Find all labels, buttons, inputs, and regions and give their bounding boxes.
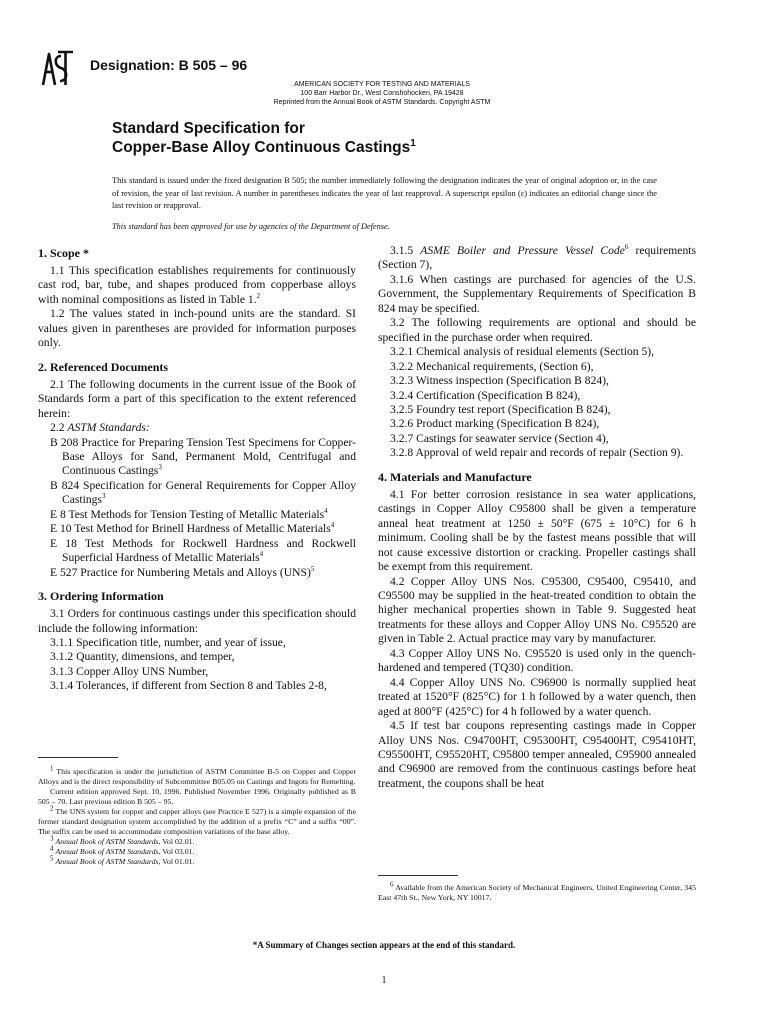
fn2-mark: 2: [50, 804, 54, 813]
title-line-2: Copper-Base Alloy Continuous Castings: [112, 139, 411, 156]
sup-6: 6: [624, 243, 629, 252]
para-3-2-5: 3.2.5 Foundry test report (Specification B 824),: [390, 402, 611, 416]
title-line-1: Standard Specification for: [112, 120, 305, 137]
para-3-1-3: 3.1.3 Copper Alloy UNS Number,: [50, 664, 209, 678]
para-4-3: 4.3 Copper Alloy UNS No. C95520 is used only in the quench-hardened and tempered (TQ30) condition.: [378, 646, 696, 675]
para-2-1: 2.1 The following documents in the current issue of the Book of Standards form a part of this specification to the extent referenced herein:: [38, 377, 356, 420]
astm-logo: [40, 48, 76, 88]
dod-note: This standard has been approved for use by agencies of the Department of Defense.: [112, 221, 390, 231]
left-column: [38, 246, 356, 694]
para-3-2-3: 3.2.3 Witness inspection (Specification B 824),: [390, 374, 609, 388]
para-3-2-2: 3.2.2 Mechanical requirements, (Section 6),: [390, 359, 594, 373]
reference-e10: E 10 Test Method for Brinell Hardness of Metallic Materials: [50, 522, 331, 536]
para-4-2: 4.2 Copper Alloy UNS Nos. C95300, C95400, C95410, and C95500 may be supplied in the heat-treated condition to obtain the higher mechanical properties shown in Table 9. Suggested heat treatments for these alloys and Copper Alloy UNS No. C95520 are given in Table 2. Actual practice may vary by manufacturer.: [378, 574, 696, 646]
sup-3b: 3: [101, 492, 106, 501]
footnote-3-vol: , Vol 02.01.: [158, 837, 195, 846]
fn4-mark: 4: [50, 844, 54, 853]
document-title: [112, 119, 416, 157]
intro-block: [112, 175, 657, 241]
section-2-heading: 2. Referenced Documents: [38, 359, 169, 374]
asme-code-title: ASME Boiler and Pressure Vessel Code: [420, 244, 625, 257]
designation: Designation: B 505 – 96: [90, 57, 248, 73]
sup-4c: 4: [259, 550, 264, 559]
para-4-4: 4.4 Copper Alloy UNS No. C96900 is normally supplied heat treated at 1520°F (825°C) for 1 h followed by a water quench, then aged at 800°F (425°C) for 4 h followed by a water quench.: [378, 675, 696, 718]
issued-note: This standard is issued under the fixed designation B 505; the number immediately following the designation indicates the year of original adoption or, in the case of revision, the year of last revision. A number in parentheses indicates the year of last reapproval. A superscript epsilon (ε) indicates an editorial change since the last revision or reapproval.: [112, 176, 657, 210]
society-address: 100 Barr Harbor Dr., West Conshohocken, PA 19428: [300, 90, 464, 97]
para-4-1: 4.1 For better corrosion resistance in sea water applications, castings in Copper Alloy C95800 shall be given a temperature anneal heat treatment at 1250 ± 50°F (675 ± 10°C) for 6 h minimum. Cooling shall be by the fastest means possible that will not cause excessive distortion or cracking. Propeller castings shall be exempt from this requirement.: [378, 487, 696, 574]
footnote-2: The UNS system for copper and copper alloys (see Practice E 527) is a simple expansion of the former standard designation system accomplished by the addition of a prefix “C” and a suffix “00”. The suffix can be used to accommodate composition variations of the base alloy.: [38, 807, 357, 836]
footnote-4-vol: , Vol 03.01.: [158, 847, 195, 856]
society-block: [200, 80, 564, 107]
para-3-2-7: 3.2.7 Castings for seawater service (Section 4),: [390, 431, 609, 445]
page-number: 1: [381, 975, 387, 986]
footnote-6: Available from the American Society of Mechanical Engineers, United Engineering Center, 345 East 47th St., New York, NY 10017.: [378, 883, 696, 902]
section-1-heading: 1. Scope *: [38, 246, 89, 260]
para-3-2-4: 3.2.4 Certification (Specification B 824),: [390, 388, 581, 402]
para-3-2: 3.2 The following requirements are optional and should be specified in the purchase order when required.: [378, 316, 696, 344]
footnote-5-vol: , Vol 01.01.: [158, 857, 195, 866]
sup-5: 5: [310, 564, 315, 573]
footnote-4-title: Annual Book of ASTM Standards: [55, 847, 159, 856]
para-3-1-6: 3.1.6 When castings are purchased for agencies of the U.S. Government, the Supplementary Requirements of Specification B 824 may be specified.: [378, 272, 696, 315]
footnote-5-title: Annual Book of ASTM Standards: [55, 857, 159, 866]
footnote-rule-left: [38, 757, 118, 758]
reference-e18: E 18 Test Methods for Rockwell Hardness and Rockwell Superficial Hardness of Metallic Materials: [50, 536, 356, 565]
summary-note: *A Summary of Changes section appears at the end of this standard.: [252, 940, 516, 950]
reference-e527: E 527 Practice for Numbering Metals and Alloys (UNS): [50, 565, 311, 579]
sup-2: 2: [256, 292, 261, 301]
fn3-mark: 3: [50, 834, 54, 843]
para-3-2-1: 3.2.1 Chemical analysis of residual elements (Section 5),: [390, 345, 655, 359]
section-3-heading: 3. Ordering Information: [38, 589, 164, 604]
reprint-note: Reprinted from the Annual Book of ASTM Standards. Copyright ASTM: [273, 99, 491, 106]
para-2-2-num: 2.2: [50, 421, 65, 435]
para-4-5: 4.5 If test bar coupons representing castings made in Copper Alloy UNS Nos. C94700HT, C95300HT, C95400HT, C95410HT, C95500HT, C95520HT, C95800 temper annealed, C95900 annealed and C96900 are removed from the continuous castings before heat treatment, the coupons shall be heat: [378, 719, 696, 790]
para-1-2: 1.2 The values stated in inch-pound units are the standard. SI values given in parentheses are provided for information purposes only.: [38, 307, 356, 350]
sup-4a: 4: [324, 506, 328, 515]
para-3-1: 3.1 Orders for continuous castings under this specification should include the following information:: [38, 607, 356, 635]
para-3-1-4: 3.1.4 Tolerances, if different from Section 8 and Tables 2-8,: [50, 679, 327, 693]
footnote-rule-right: [378, 875, 458, 876]
para-3-1-2: 3.1.2 Quantity, dimensions, and temper,: [50, 650, 235, 664]
para-3-1-5-num: 3.1.5: [390, 244, 414, 257]
right-column: [378, 244, 696, 791]
section-4-heading: 4. Materials and Manufacture: [378, 469, 532, 484]
fn5-mark: 5: [50, 854, 54, 863]
reference-b824: B 824 Specification for General Requirements for Copper Alloy Castings: [50, 478, 356, 507]
title-footnote-mark: 1: [410, 137, 416, 149]
footnote-1-edition: Current edition approved Sept. 10, 1996. Published November 1996. Originally published as B 505 – 70. Last previous edition B 505 – 95.: [38, 787, 356, 806]
footnotes-left: [38, 764, 357, 867]
sup-3a: 3: [158, 463, 162, 472]
para-1-1: 1.1 This specification establishes requirements for continuously cast rod, bar, tube, and shapes produced from copperbase alloys with nominal compositions as listed in Table 1.: [38, 264, 356, 306]
para-3-2-6: 3.2.6 Product marking (Specification B 824),: [390, 417, 600, 431]
astm-standards-label: ASTM Standards:: [67, 421, 150, 435]
reference-b208: B 208 Practice for Preparing Tension Test Specimens for Copper-Base Alloys for Sand, Permanent Mold, Centrifugal and Continuous Castings: [50, 435, 356, 478]
footnotes-right: [378, 880, 696, 903]
reference-e8: E 8 Test Methods for Tension Testing of Metallic Materials: [50, 507, 325, 521]
fn1-mark: 1: [50, 764, 54, 773]
sup-4b: 4: [330, 521, 335, 530]
fn6-mark: 6: [390, 880, 394, 889]
para-3-1-1: 3.1.1 Specification title, number, and year of issue,: [50, 635, 286, 649]
footnote-3-title: Annual Book of ASTM Standards: [55, 837, 159, 846]
para-3-2-8: 3.2.8 Approval of weld repair and records of repair (Section 9).: [390, 446, 684, 460]
para-3-1-5-rest: requirements (Section 7),: [378, 244, 696, 272]
society-name: AMERICAN SOCIETY FOR TESTING AND MATERIALS: [294, 81, 470, 88]
footnote-1: This specification is under the jurisdiction of ASTM Committee B-5 on Copper and Copper Alloys and is the direct responsibility of Subcommittee B05.05 on Castings and Ingots for Remelting.: [38, 767, 356, 786]
